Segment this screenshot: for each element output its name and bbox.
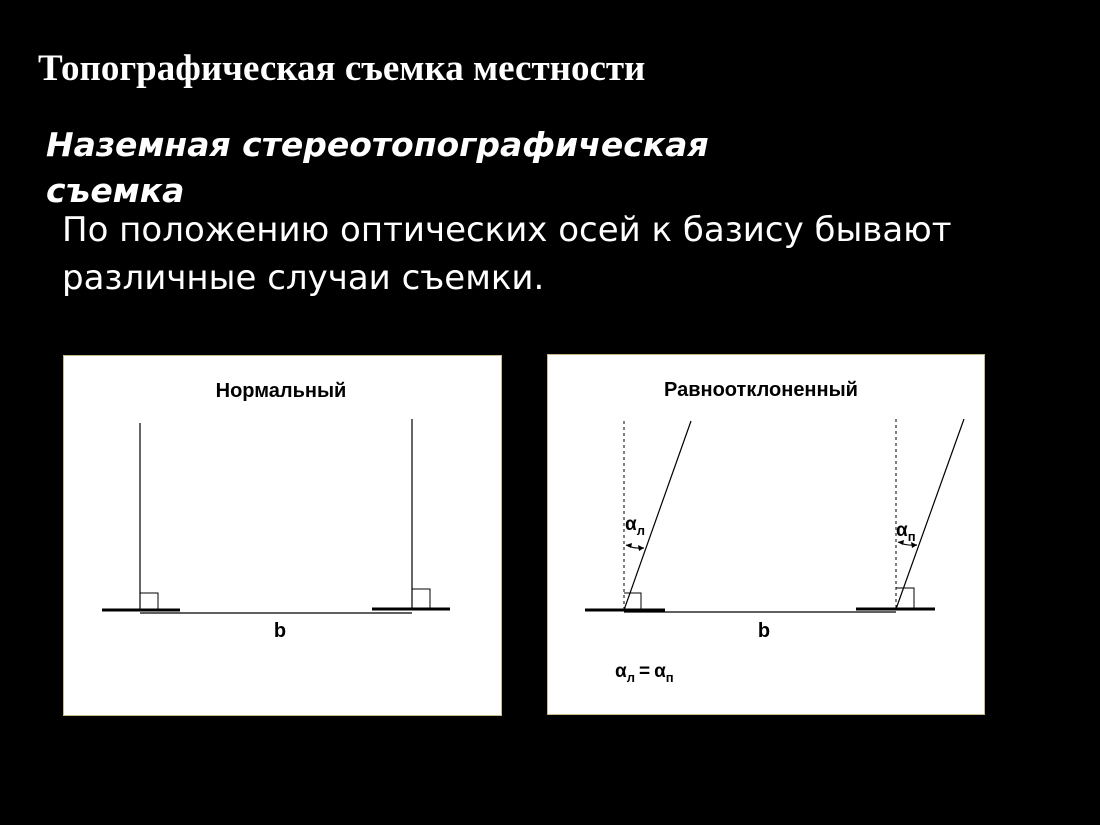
diagram-equal-panel: [547, 354, 985, 715]
diagram-normal-panel: [63, 355, 502, 716]
left-right-angle-mark: [140, 593, 158, 610]
slide-subtitle: Наземная стереотопографическая съемка: [46, 125, 709, 210]
right-optical-axis: [896, 419, 964, 609]
right-angle-label: $\alpha_п$: [896, 520, 916, 544]
left-angle-label: $\alpha_л$: [625, 514, 645, 538]
base-label: b: [273, 620, 287, 642]
slide-title: Топографическая съемка местности: [38, 48, 646, 89]
diagram-equal-svg: [548, 355, 986, 716]
right-right-angle-mark: [412, 589, 430, 609]
left-angle-arrowhead: [638, 545, 644, 551]
diagram-normal-heading: Нормальный: [215, 380, 347, 402]
angle-equality-equation: $\alpha_л = \alpha_п$: [615, 661, 674, 685]
left-angle-arrowhead: [626, 543, 632, 548]
right-right-angle-mark: [896, 588, 914, 609]
slide-body-text: По положению оптических осей к базису бывают различные случаи съемки.: [62, 210, 952, 298]
base-label: b: [757, 620, 771, 642]
diagram-equal-heading: Равноотклоненный: [664, 379, 858, 401]
diagram-normal-svg: [64, 356, 503, 717]
